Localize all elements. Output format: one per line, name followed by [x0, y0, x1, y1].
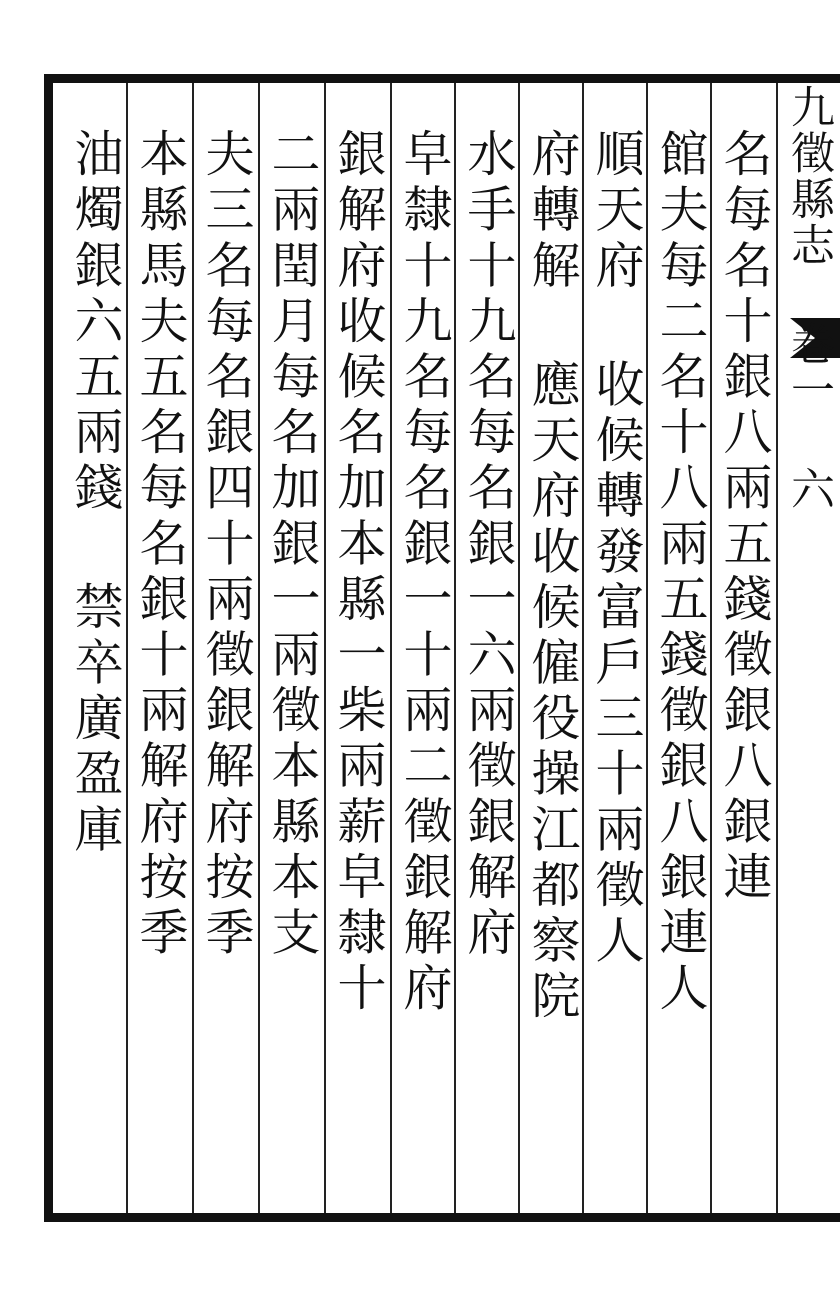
text-column: 本縣馬夫五名每名銀十兩解府按季 — [132, 128, 189, 962]
text-column: 館夫每二名十八兩五錢徵銀八銀連人 — [652, 128, 709, 1018]
column-rule — [390, 83, 392, 1213]
column-rule — [324, 83, 326, 1213]
text-column: 皁隸十九名每名銀一十兩二徵銀解府 — [396, 128, 453, 1018]
text-column: 油燭銀六五兩錢 禁卒廣盈庫 — [67, 128, 124, 859]
center-margin-title: 九徵縣志 卷一 六 — [783, 84, 834, 512]
text-column: 夫三名每名銀四十兩徵銀解府按季 — [198, 128, 255, 962]
text-column: 名每名十銀八兩五錢徵銀八銀連 — [716, 128, 773, 907]
text-column: 銀解府收候名加本縣一柴兩薪皁隸十 — [330, 128, 387, 1018]
column-rule — [258, 83, 260, 1213]
column-rule — [192, 83, 194, 1213]
column-rule — [126, 83, 128, 1213]
text-column: 二兩閏月每名加銀一兩徵本縣本支 — [264, 128, 321, 962]
text-column: 水手十九名每名銀一六兩徵銀解府 — [460, 128, 517, 962]
text-column: 順天府 收候轉發富戶三十兩徵人 — [588, 128, 645, 970]
text-column: 府轉解 應天府收候僱役操江都察院 — [524, 128, 581, 1026]
